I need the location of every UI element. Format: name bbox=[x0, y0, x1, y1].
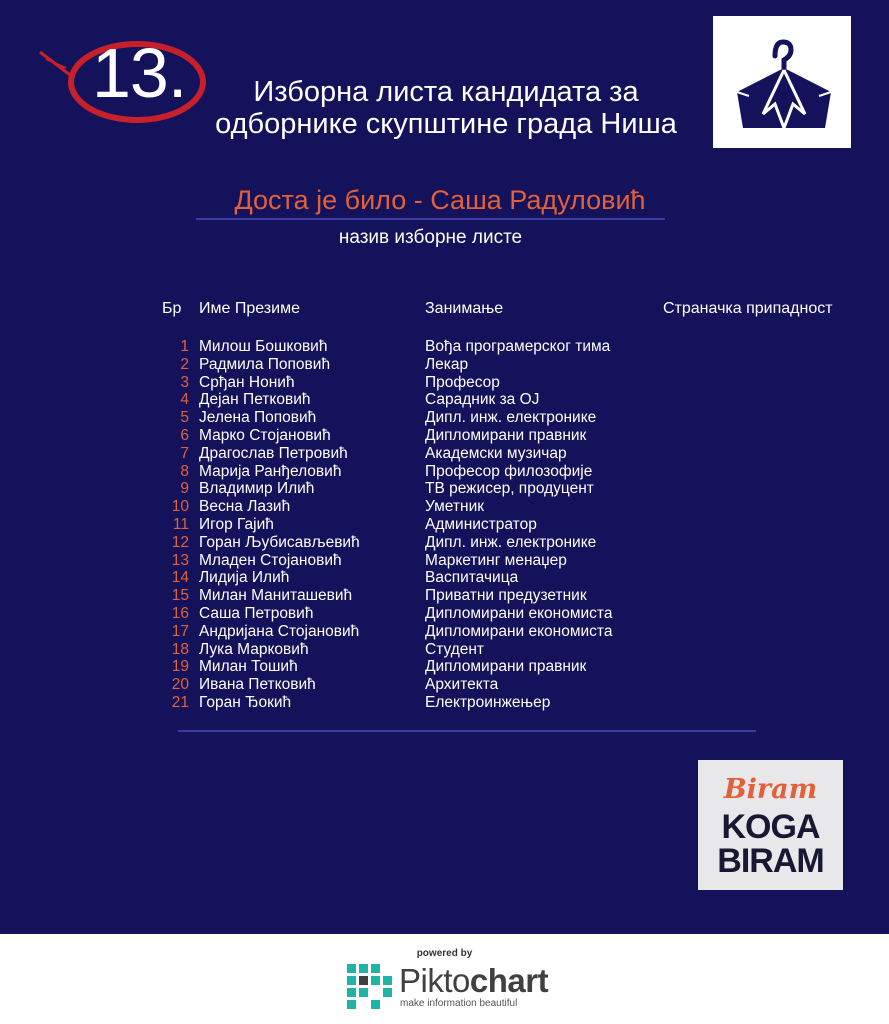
row-occupation: Лекар bbox=[425, 355, 469, 373]
row-num: 6 bbox=[180, 426, 189, 444]
header-name: Име Презиме bbox=[199, 300, 300, 317]
row-num: 7 bbox=[180, 444, 189, 462]
row-num: 8 bbox=[180, 462, 189, 480]
brand-bold: chart bbox=[469, 962, 549, 999]
row-occupation: Приватни предузетник bbox=[425, 587, 587, 605]
row-name: Андријана Стојановић bbox=[199, 622, 360, 640]
logo-script: Biram bbox=[723, 774, 818, 805]
row-occupation: ТВ режисер, продуцент bbox=[425, 480, 594, 498]
table-header bbox=[0, 300, 889, 322]
row-num: 5 bbox=[180, 409, 189, 427]
row-name: Горан Љубисављевић bbox=[199, 533, 360, 551]
table-row bbox=[0, 605, 889, 623]
row-num: 20 bbox=[171, 676, 189, 694]
row-name: Владимир Илић bbox=[199, 480, 315, 498]
row-name: Весна Лазић bbox=[199, 498, 291, 516]
row-num: 16 bbox=[171, 604, 189, 622]
table-row bbox=[0, 391, 889, 409]
table-row bbox=[0, 409, 889, 427]
row-num: 14 bbox=[171, 569, 189, 587]
row-num: 9 bbox=[180, 480, 189, 498]
row-name: Милан Тошић bbox=[199, 658, 298, 676]
row-name: Срђан Нонић bbox=[199, 373, 295, 391]
row-name: Радмила Поповић bbox=[199, 355, 331, 373]
row-occupation: Професор bbox=[425, 373, 500, 391]
biram-koga-biram-logo bbox=[698, 760, 843, 890]
row-name: Саша Петровић bbox=[199, 604, 314, 622]
table-row bbox=[0, 338, 889, 356]
row-occupation: Вођа програмерског тима bbox=[425, 338, 611, 355]
row-name: Марија Ранђеловић bbox=[199, 462, 342, 480]
list-name: Доста је било - Саша Радуловић bbox=[234, 185, 646, 215]
row-name: Милан Маниташевић bbox=[199, 587, 353, 605]
row-name: Марко Стојановић bbox=[199, 426, 331, 444]
table-row bbox=[0, 516, 889, 534]
row-num: 19 bbox=[171, 658, 189, 676]
table-row bbox=[0, 427, 889, 445]
row-occupation: Васпитачица bbox=[425, 569, 519, 587]
table-row bbox=[0, 641, 889, 659]
table-row bbox=[0, 587, 889, 605]
candidate-table bbox=[0, 338, 889, 712]
row-name: Лидија Илић bbox=[199, 569, 290, 587]
table-row bbox=[0, 658, 889, 676]
row-name: Драгослав Петровић bbox=[199, 444, 348, 462]
row-num: 18 bbox=[171, 640, 189, 658]
row-occupation: Академски музичар bbox=[425, 444, 567, 462]
row-name: Милош Бошковић bbox=[199, 338, 328, 355]
row-num: 17 bbox=[171, 622, 189, 640]
row-occupation: Дипломирани економиста bbox=[425, 604, 613, 622]
row-occupation: Дипломирани правник bbox=[425, 426, 587, 444]
row-name: Дејан Петковић bbox=[199, 391, 311, 409]
row-occupation: Електроинжењер bbox=[425, 693, 551, 711]
row-name: Ивана Петковић bbox=[199, 676, 316, 694]
table-row bbox=[0, 463, 889, 481]
header-party: Страначка припадност bbox=[663, 300, 833, 317]
row-num: 11 bbox=[172, 515, 189, 533]
piktochart-tagline: make information beautiful bbox=[400, 998, 518, 1009]
row-occupation: Професор филозофије bbox=[425, 462, 593, 480]
table-row bbox=[0, 569, 889, 587]
piktochart-wordmark[interactable] bbox=[399, 962, 548, 1000]
row-occupation: Администратор bbox=[425, 515, 537, 533]
row-occupation: Архитекта bbox=[425, 676, 499, 694]
row-occupation: Сарадник за ОЈ bbox=[425, 391, 540, 409]
table-row bbox=[0, 534, 889, 552]
logo-line-2: BIRAM bbox=[717, 842, 824, 880]
hanger-jacket-icon bbox=[713, 16, 851, 148]
table-row bbox=[0, 445, 889, 463]
row-name: Младен Стојановић bbox=[199, 551, 342, 569]
table-row bbox=[0, 552, 889, 570]
logo-line-1: KOGA bbox=[721, 808, 820, 846]
list-number: 13. bbox=[92, 34, 187, 112]
table-row bbox=[0, 374, 889, 392]
row-name: Лука Марковић bbox=[199, 640, 309, 658]
row-num: 12 bbox=[171, 533, 189, 551]
piktochart-logo-icon[interactable] bbox=[347, 964, 393, 1015]
row-num: 2 bbox=[180, 355, 189, 373]
list-name-caption: назив изборне листе bbox=[338, 227, 523, 248]
row-num: 1 bbox=[180, 338, 189, 355]
page-title bbox=[196, 76, 696, 140]
row-name: Игор Гајић bbox=[199, 515, 274, 533]
row-num: 10 bbox=[171, 498, 189, 516]
table-row bbox=[0, 623, 889, 641]
table-row bbox=[0, 498, 889, 516]
divider bbox=[196, 218, 665, 220]
row-num: 13 bbox=[171, 551, 189, 569]
table-row bbox=[0, 676, 889, 694]
table-row bbox=[0, 356, 889, 374]
title-line-2: одборнике скупштине града Ниша bbox=[215, 108, 677, 140]
title-line-1: Изборна листа кандидата за bbox=[253, 76, 639, 108]
row-name: Јелена Поповић bbox=[199, 409, 317, 427]
row-occupation: Дипломирани правник bbox=[425, 658, 587, 676]
brand-light: Pikto bbox=[399, 962, 470, 999]
row-occupation: Дипломирани економиста bbox=[425, 622, 613, 640]
header-occupation: Занимање bbox=[425, 300, 504, 317]
row-occupation: Уметник bbox=[425, 498, 485, 516]
row-occupation: Маркетинг менаџер bbox=[425, 551, 567, 569]
row-num: 4 bbox=[180, 391, 189, 409]
row-num: 3 bbox=[180, 373, 189, 391]
row-num: 21 bbox=[171, 693, 189, 711]
header-num: Бр bbox=[162, 300, 182, 317]
divider bbox=[178, 730, 756, 732]
table-row bbox=[0, 694, 889, 712]
row-name: Горан Ђокић bbox=[199, 693, 292, 711]
powered-by-label: powered by bbox=[416, 948, 473, 959]
row-occupation: Дипл. инж. електронике bbox=[425, 409, 597, 427]
table-row bbox=[0, 480, 889, 498]
row-num: 15 bbox=[171, 587, 189, 605]
row-occupation: Студент bbox=[425, 640, 485, 658]
row-occupation: Дипл. инж. електронике bbox=[425, 533, 597, 551]
